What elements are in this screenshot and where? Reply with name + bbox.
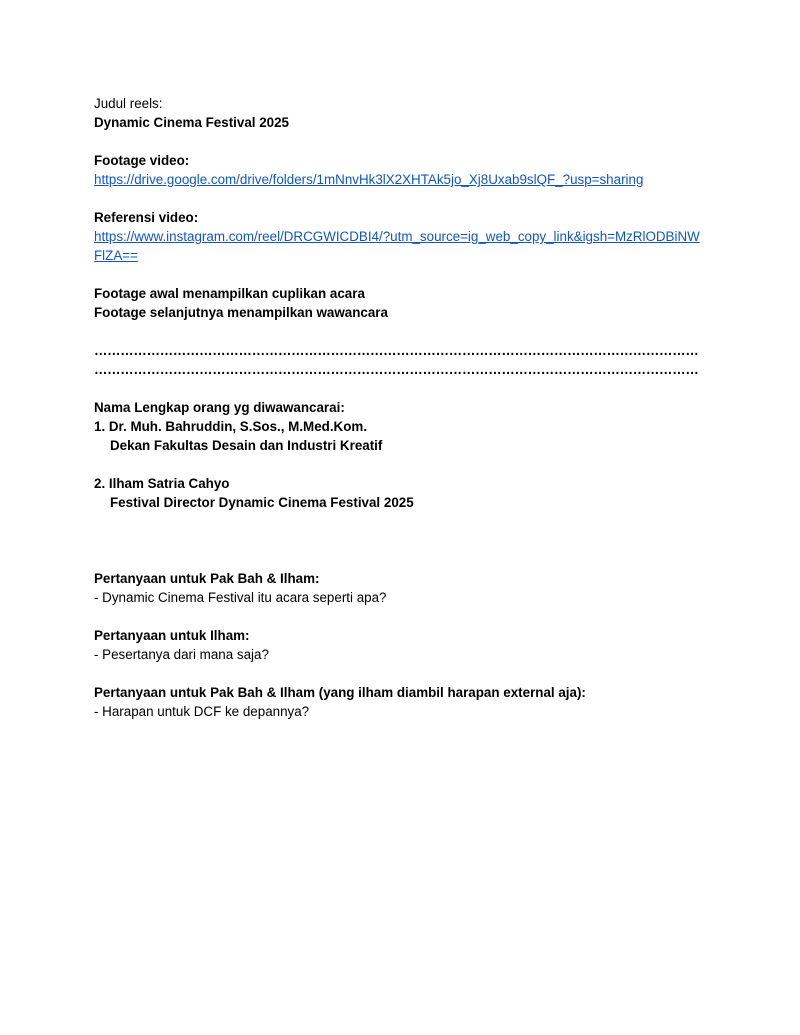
interviewees-label: Nama Lengkap orang yg diwawancarai: — [94, 400, 345, 415]
title-label: Judul reels: — [94, 96, 163, 111]
spacer — [94, 189, 700, 208]
interviewee-1-role: Dekan Fakultas Desain dan Industri Kreatif — [110, 438, 383, 453]
document-page — [94, 94, 700, 721]
spacer — [94, 132, 700, 151]
question-2-text: - Pesertanya dari mana saja? — [94, 647, 269, 662]
footage-link[interactable]: https://drive.google.com/drive/folders/1mNnvHk3lX2XHTAk5jo_Xj8Uxab9slQF_?usp=sharing — [94, 172, 644, 187]
spacer — [94, 550, 700, 569]
spacer — [94, 265, 700, 284]
spacer — [94, 607, 700, 626]
interviewee-1-name: 1. Dr. Muh. Bahruddin, S.Sos., M.Med.Kom. — [94, 419, 368, 434]
spacer — [94, 531, 700, 550]
footage-note-1: Footage awal menampilkan cuplikan acara — [94, 286, 365, 301]
question-1-label: Pertanyaan untuk Pak Bah & Ilham: — [94, 571, 320, 586]
reference-link[interactable]: https://www.instagram.com/reel/DRCGWICDBI4/?utm_source=ig_web_copy_link&igsh=MzRlODBiNWFlZA== — [94, 229, 700, 263]
dotted-separator: ………………………………………………………………………………………………………………………… — [94, 362, 698, 377]
interviewee-2-role: Festival Director Dynamic Cinema Festival 2025 — [110, 495, 414, 510]
title-value: Dynamic Cinema Festival 2025 — [94, 115, 290, 130]
footage-note-2: Footage selanjutnya menampilkan wawancara — [94, 305, 388, 320]
interviewee-2-name: 2. Ilham Satria Cahyo — [94, 476, 230, 491]
question-1-text: - Dynamic Cinema Festival itu acara seperti apa? — [94, 590, 387, 605]
spacer — [94, 512, 700, 531]
spacer — [94, 379, 700, 398]
reference-label: Referensi video: — [94, 210, 199, 225]
spacer — [94, 455, 700, 474]
footage-label: Footage video: — [94, 153, 190, 168]
dotted-separator: ………………………………………………………………………………………………………………………… — [94, 343, 698, 358]
question-2-label: Pertanyaan untuk Ilham: — [94, 628, 250, 643]
spacer — [94, 322, 700, 341]
question-3-text: - Harapan untuk DCF ke depannya? — [94, 704, 310, 719]
spacer — [94, 664, 700, 683]
question-3-label: Pertanyaan untuk Pak Bah & Ilham (yang ilham diambil harapan external aja): — [94, 685, 586, 700]
